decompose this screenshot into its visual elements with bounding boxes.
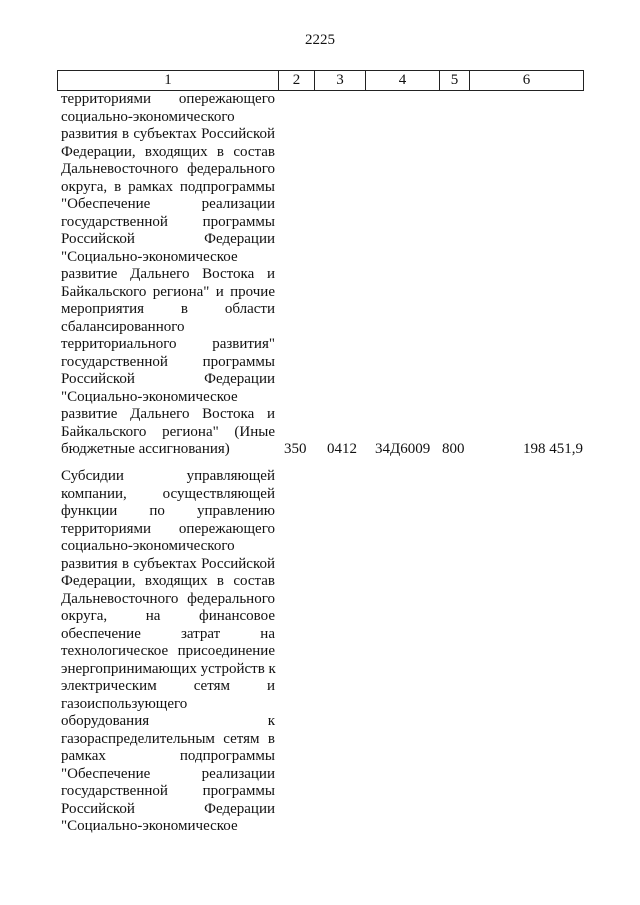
- description-line: государственной программы: [61, 213, 275, 230]
- description-line: компании, осуществляющей: [61, 485, 275, 502]
- row-1-col-4: 34Д6009: [375, 441, 431, 457]
- description-line: бюджетные ассигнования): [61, 441, 230, 457]
- description-line: территориями опережающего: [61, 520, 275, 537]
- description-line: технологическое присоединение: [61, 643, 275, 659]
- row-1-col-6: 198 451,9: [523, 441, 583, 457]
- description-line: развития в субъектах Российской: [61, 126, 275, 142]
- description-line: "Социально-экономическое: [61, 818, 238, 834]
- description-line: Российской Федерации: [61, 371, 275, 387]
- description-line: Российской Федерации: [61, 800, 275, 817]
- description-line: "Социально-экономическое: [61, 388, 238, 405]
- description-line: развитие Дальнего Востока и: [61, 266, 275, 282]
- description-line: обеспечение затрат на: [61, 625, 275, 642]
- description-line: сбалансированного: [61, 318, 185, 335]
- description-line: рамках подпрограммы: [61, 748, 275, 764]
- description-line: округа, в рамках подпрограммы: [61, 178, 275, 195]
- description-line: газоиспользующего: [61, 695, 188, 712]
- description-line: Федерации, входящих в состав: [61, 143, 275, 160]
- row-1-description: [61, 91, 275, 459]
- table-header: [57, 70, 584, 91]
- column-header-3: 3: [314, 71, 365, 90]
- row-1-col-3: 0412: [327, 441, 357, 457]
- row-1-col-5: 800: [442, 441, 465, 457]
- description-line: оборудования к: [61, 713, 275, 729]
- description-line: территориями опережающего: [61, 91, 275, 107]
- description-line: социально-экономического: [61, 538, 235, 554]
- row-1-col-2: 350: [284, 441, 307, 457]
- description-line: газораспределительным сетям в: [61, 730, 275, 747]
- description-line: "Обеспечение реализации: [61, 765, 275, 782]
- page-number: 2225: [305, 32, 335, 48]
- description-line: Байкальского региона" (Иные: [61, 423, 275, 440]
- column-header-5: 5: [439, 71, 469, 90]
- description-line: Байкальского региона" и прочие: [61, 283, 275, 300]
- description-line: электрическим сетям и: [61, 678, 275, 694]
- description-line: социально-экономического: [61, 108, 235, 125]
- description-line: Дальневосточного федерального: [61, 590, 275, 607]
- description-line: "Социально-экономическое: [61, 248, 238, 265]
- description-line: "Обеспечение реализации: [61, 196, 275, 212]
- description-line: Субсидии управляющей: [61, 468, 275, 484]
- column-header-2: 2: [278, 71, 314, 90]
- description-line: государственной программы: [61, 353, 275, 370]
- description-line: Дальневосточного федерального: [61, 161, 275, 177]
- description-line: функции по управлению: [61, 503, 275, 519]
- description-line: Федерации, входящих в состав: [61, 573, 275, 589]
- column-header-6: 6: [469, 71, 584, 90]
- description-line: территориального развития": [61, 336, 275, 352]
- column-header-4: 4: [365, 71, 439, 90]
- description-line: развитие Дальнего Востока и: [61, 406, 275, 422]
- description-line: государственной программы: [61, 783, 275, 799]
- description-line: развития в субъектах Российской: [61, 555, 275, 572]
- description-line: мероприятия в области: [61, 301, 275, 317]
- column-header-1: 1: [57, 71, 278, 90]
- description-line: округа, на финансовое: [61, 608, 275, 624]
- description-line: Российской Федерации: [61, 231, 275, 247]
- row-2-description: [61, 468, 275, 836]
- description-line: энергопринимающих устройств к: [61, 660, 276, 677]
